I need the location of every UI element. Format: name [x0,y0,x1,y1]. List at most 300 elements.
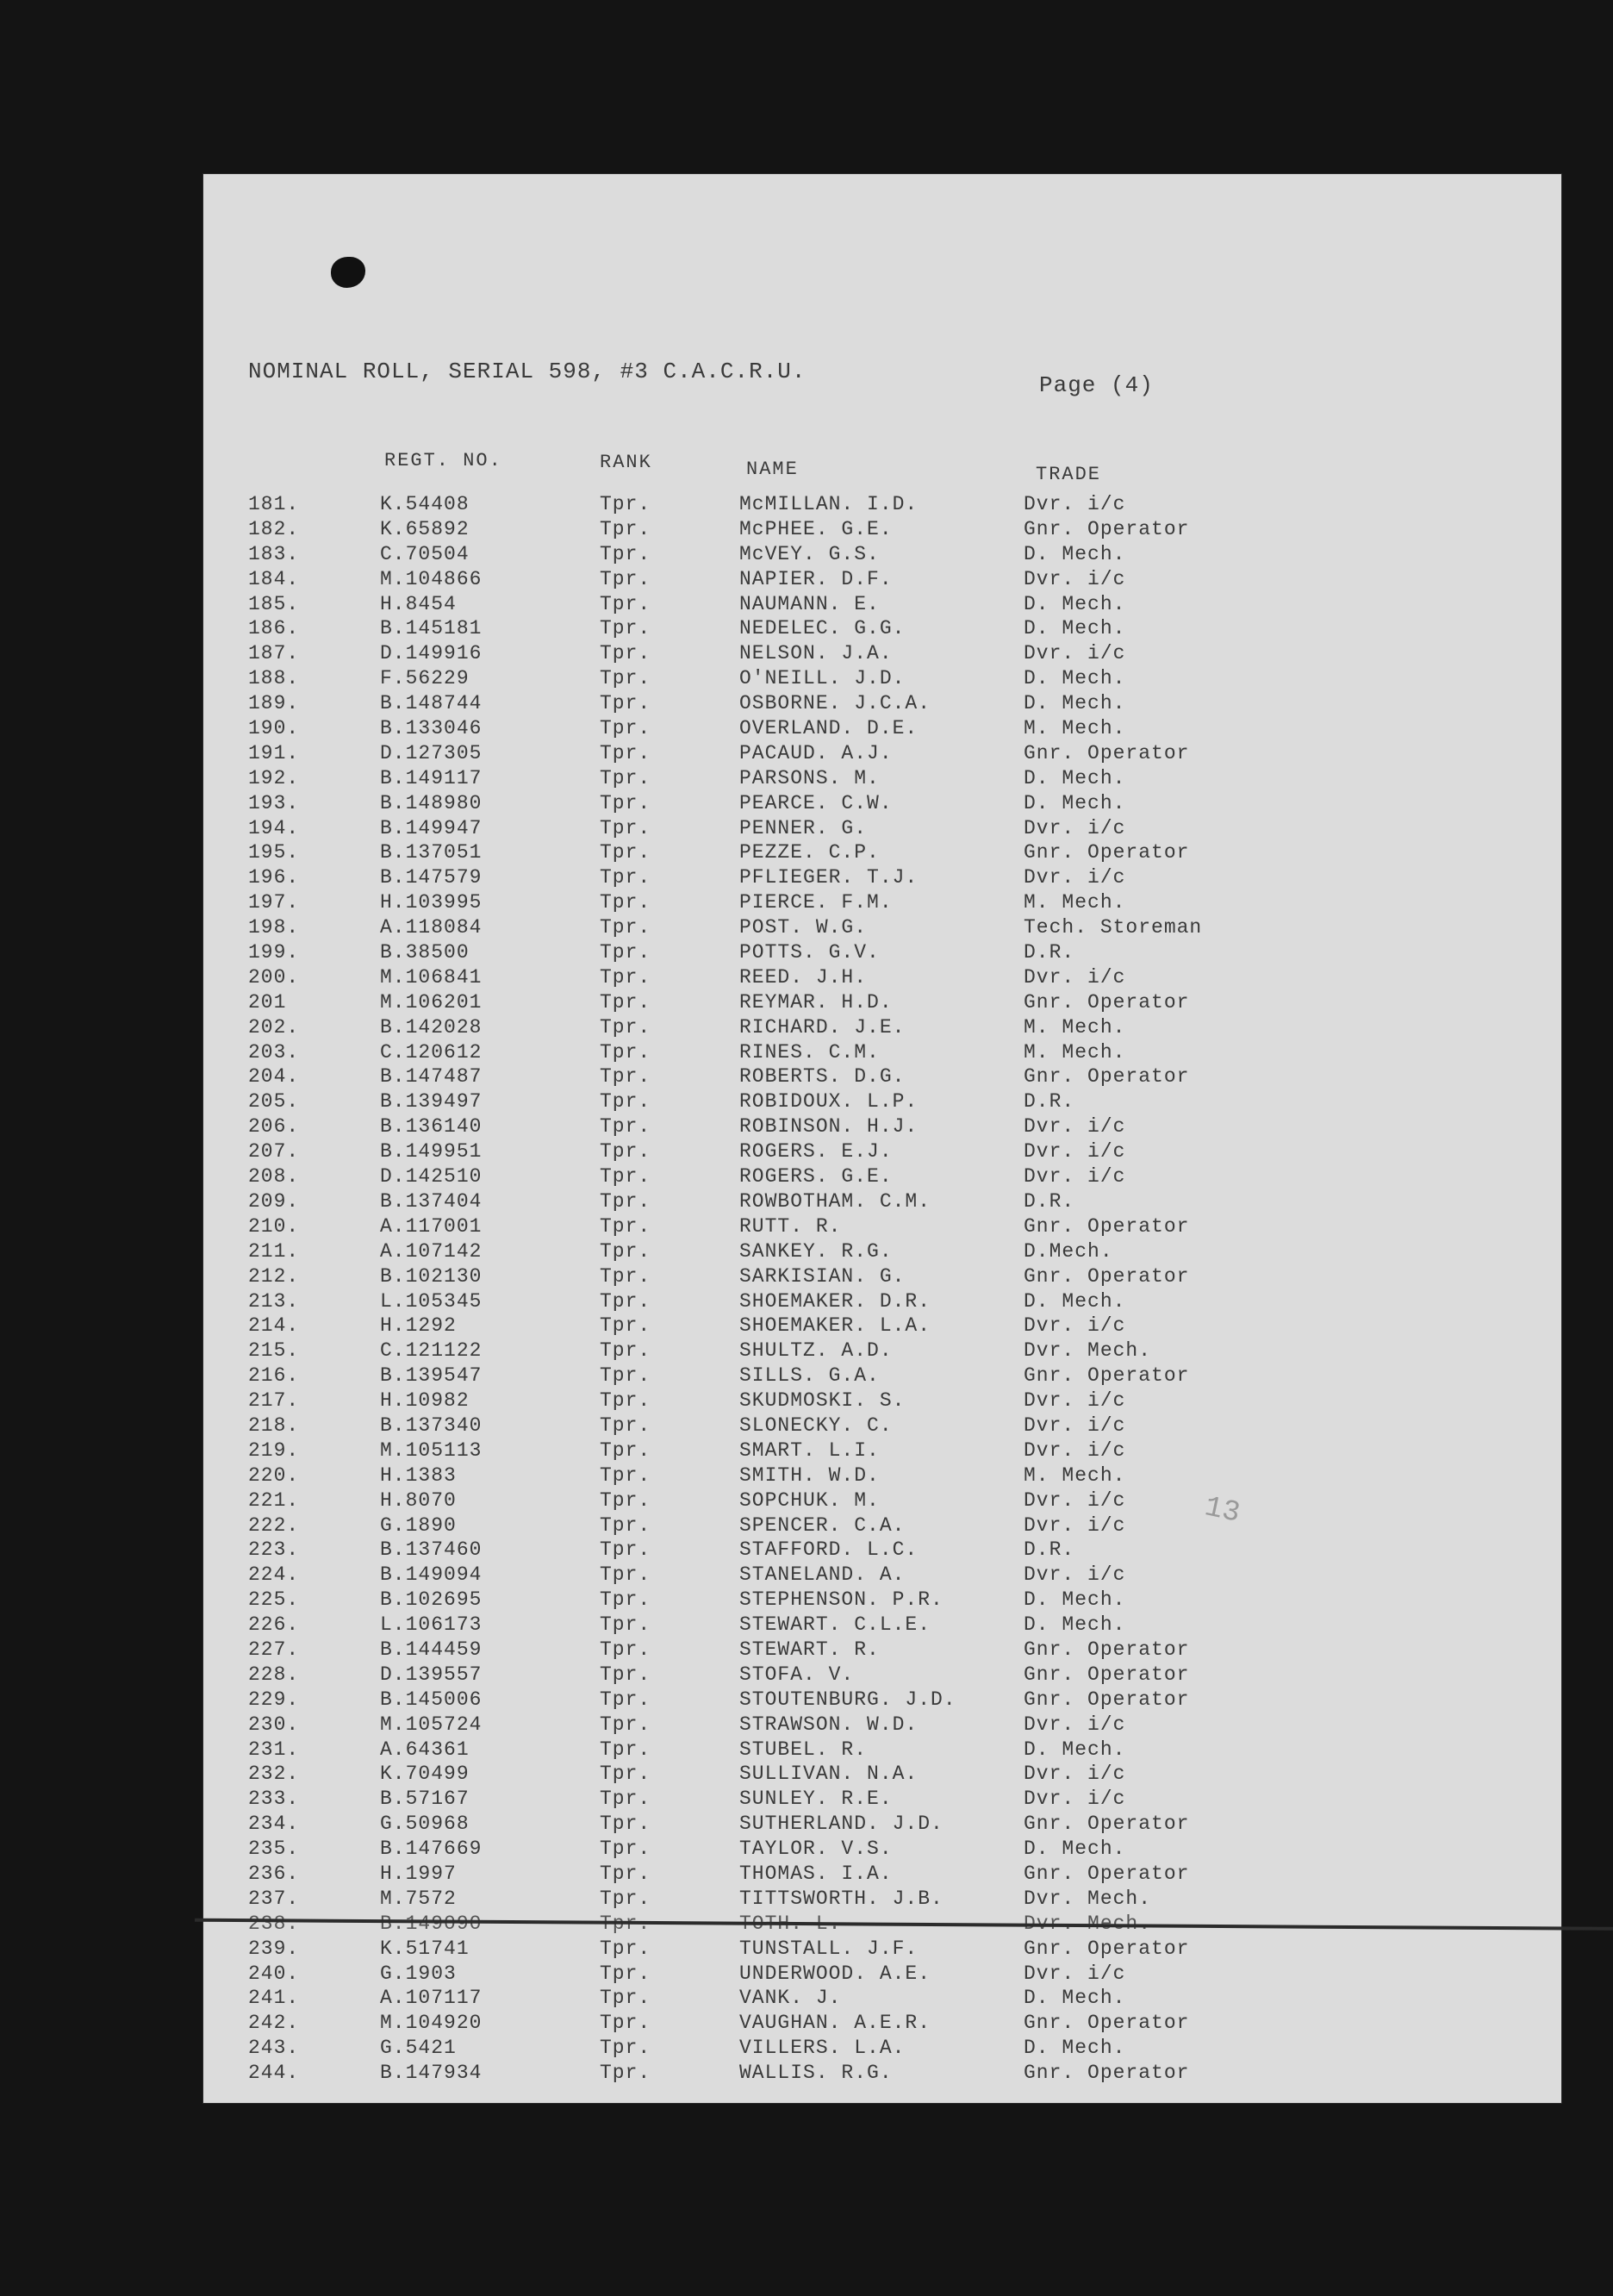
row-number: 230. [248,1713,300,1736]
table-row [203,1937,1561,1962]
name-cell: OSBORNE. J.C.A. [739,692,931,715]
row-number: 192. [248,766,300,789]
regt-no-cell: B.139497 [380,1090,483,1114]
trade-cell: Gnr. Operator [1024,990,1190,1014]
name-cell: SOPCHUK. M. [739,1488,880,1512]
table-row [203,1140,1561,1165]
punch-hole [331,257,365,288]
table-row [203,568,1561,593]
name-cell: ROWBOTHAM. C.M. [739,1189,931,1213]
table-row [203,667,1561,692]
name-cell: STEPHENSON. P.R. [739,1588,944,1612]
rank-cell: Tpr. [600,1738,651,1761]
regt-no-cell: B.147669 [380,1837,483,1861]
name-cell: THOMAS. I.A. [739,1862,893,1885]
table-row [203,1987,1561,2012]
rank-cell: Tpr. [600,941,651,964]
column-header-rank: RANK [600,452,652,473]
regt-no-cell: D.139557 [380,1663,483,1686]
table-row [203,493,1561,518]
trade-cell: Gnr. Operator [1024,1638,1190,1661]
row-number: 232. [248,1763,300,1786]
name-cell: STRAWSON. W.D. [739,1713,919,1736]
regt-no-cell: A.64361 [380,1738,470,1761]
row-number: 234. [248,1812,300,1836]
column-header-name: NAME [746,459,799,480]
regt-no-cell: B.149951 [380,1140,483,1164]
name-cell: SARKISIAN. G. [739,1264,906,1288]
table-row [203,1290,1561,1315]
document-title: NOMINAL ROLL, SERIAL 598, #3 C.A.C.R.U. [248,359,806,384]
trade-cell: Dvr. i/c [1024,642,1126,665]
regt-no-cell: K.65892 [380,517,470,540]
rank-cell: Tpr. [600,1688,651,1711]
regt-no-cell: B.144459 [380,1638,483,1661]
rank-cell: Tpr. [600,692,651,715]
table-row [203,1165,1561,1190]
regt-no-cell: B.102130 [380,1264,483,1288]
row-number: 187. [248,642,300,665]
trade-cell: Dvr. Mech. [1024,1339,1152,1363]
table-row [203,1563,1561,1588]
regt-no-cell: B.149947 [380,816,483,839]
rank-cell: Tpr. [600,990,651,1014]
name-cell: SLONECKY. C. [739,1413,893,1437]
name-cell: VANK. J. [739,1987,842,2010]
table-row [203,1240,1561,1265]
name-cell: PENNER. G. [739,816,868,839]
trade-cell: Dvr. i/c [1024,816,1126,839]
rank-cell: Tpr. [600,592,651,615]
regt-no-cell: B.145006 [380,1688,483,1711]
trade-cell: Gnr. Operator [1024,1862,1190,1885]
trade-cell: Gnr. Operator [1024,1937,1190,1960]
column-header-regt-no: REGT. NO. [384,450,502,471]
rank-cell: Tpr. [600,1165,651,1189]
trade-cell: D.R. [1024,1538,1075,1562]
table-row [203,1638,1561,1663]
table-row [203,916,1561,941]
row-number: 219. [248,1438,300,1462]
rank-cell: Tpr. [600,1090,651,1114]
regt-no-cell: H.103995 [380,891,483,914]
regt-no-cell: A.118084 [380,916,483,939]
regt-no-cell: C.121122 [380,1339,483,1363]
trade-cell: Dvr. i/c [1024,1788,1126,1811]
name-cell: PACAUD. A.J. [739,741,893,764]
trade-cell: Dvr. i/c [1024,493,1126,515]
rank-cell: Tpr. [600,1413,651,1437]
trade-cell: D. Mech. [1024,592,1126,615]
table-row [203,1364,1561,1389]
table-row [203,1887,1561,1912]
name-cell: ROBINSON. H.J. [739,1115,919,1139]
rank-cell: Tpr. [600,791,651,814]
row-number: 214. [248,1314,300,1338]
table-row [203,1065,1561,1090]
row-number: 244. [248,2062,300,2085]
regt-no-cell: M.105724 [380,1713,483,1736]
name-cell: NEDELEC. G.G. [739,617,906,640]
table-row [203,1538,1561,1563]
regt-no-cell: K.51741 [380,1937,470,1960]
row-number: 210. [248,1214,300,1238]
name-cell: PFLIEGER. T.J. [739,866,919,889]
table-row [203,1713,1561,1738]
regt-no-cell: H.1997 [380,1862,457,1885]
rank-cell: Tpr. [600,1962,651,1985]
row-number: 206. [248,1115,300,1139]
table-row [203,891,1561,916]
name-cell: NAPIER. D.F. [739,567,893,590]
rank-cell: Tpr. [600,1438,651,1462]
rank-cell: Tpr. [600,1015,651,1039]
row-number: 216. [248,1364,300,1388]
regt-no-cell: L.105345 [380,1289,483,1313]
name-cell: RINES. C.M. [739,1040,880,1064]
regt-no-cell: G.50968 [380,1812,470,1836]
regt-no-cell: F.56229 [380,667,470,690]
table-row [203,2062,1561,2087]
name-cell: SUNLEY. R.E. [739,1788,893,1811]
document-page [203,174,1561,2103]
name-cell: STEWART. C.L.E. [739,1613,931,1637]
name-cell: McVEY. G.S. [739,542,880,565]
rank-cell: Tpr. [600,493,651,515]
name-cell: POTTS. G.V. [739,941,880,964]
trade-cell: Dvr. i/c [1024,1314,1126,1338]
name-cell: UNDERWOOD. A.E. [739,1962,931,1985]
regt-no-cell: B.137460 [380,1538,483,1562]
row-number: 228. [248,1663,300,1686]
table-row [203,617,1561,642]
regt-no-cell: K.54408 [380,493,470,515]
row-number: 242. [248,2012,300,2035]
trade-cell: D. Mech. [1024,1613,1126,1637]
trade-cell: Dvr. i/c [1024,1438,1126,1462]
name-cell: PEZZE. C.P. [739,841,880,864]
table-row [203,866,1561,891]
table-row [203,642,1561,667]
name-cell: McMILLAN. I.D. [739,493,919,515]
row-number: 186. [248,617,300,640]
table-row [203,792,1561,817]
name-cell: RICHARD. J.E. [739,1015,906,1039]
regt-no-cell: M.104920 [380,2012,483,2035]
rank-cell: Tpr. [600,1239,651,1263]
trade-cell: Dvr. i/c [1024,1962,1126,1985]
row-number: 184. [248,567,300,590]
trade-cell: Gnr. Operator [1024,841,1190,864]
trade-cell: Dvr. i/c [1024,1389,1126,1413]
row-number: 183. [248,542,300,565]
rank-cell: Tpr. [600,1613,651,1637]
table-row [203,593,1561,618]
regt-no-cell: M.105113 [380,1438,483,1462]
trade-cell: Dvr. i/c [1024,1165,1126,1189]
trade-cell: M. Mech. [1024,717,1126,740]
name-cell: SUTHERLAND. J.D. [739,1812,944,1836]
table-row [203,1663,1561,1688]
row-number: 223. [248,1538,300,1562]
trade-cell: D.Mech. [1024,1239,1113,1263]
regt-no-cell: B.136140 [380,1115,483,1139]
row-number: 197. [248,891,300,914]
name-cell: STEWART. R. [739,1638,880,1661]
regt-no-cell: B.149090 [380,1912,483,1935]
rank-cell: Tpr. [600,1289,651,1313]
table-row [203,1862,1561,1887]
rank-cell: Tpr. [600,717,651,740]
rank-cell: Tpr. [600,766,651,789]
regt-no-cell: B.137051 [380,841,483,864]
row-number: 239. [248,1937,300,1960]
table-row [203,518,1561,543]
regt-no-cell: B.133046 [380,717,483,740]
row-number: 235. [248,1837,300,1861]
rank-cell: Tpr. [600,1713,651,1736]
rank-cell: Tpr. [600,1812,651,1836]
table-row [203,1588,1561,1613]
rank-cell: Tpr. [600,1214,651,1238]
name-cell: STOFA. V. [739,1663,855,1686]
row-number: 217. [248,1389,300,1413]
trade-cell: D. Mech. [1024,1588,1126,1612]
row-number: 233. [248,1788,300,1811]
rank-cell: Tpr. [600,1339,651,1363]
rank-cell: Tpr. [600,1189,651,1213]
table-row [203,941,1561,966]
table-row [203,543,1561,568]
name-cell: STAFFORD. L.C. [739,1538,919,1562]
column-header-trade: TRADE [1036,464,1102,485]
rank-cell: Tpr. [600,2037,651,2060]
table-row [203,966,1561,991]
name-cell: ROBERTS. D.G. [739,1065,906,1089]
table-row [203,991,1561,1016]
row-number: 199. [248,941,300,964]
name-cell: NELSON. J.A. [739,642,893,665]
regt-no-cell: M.106841 [380,965,483,989]
regt-no-cell: G.5421 [380,2037,457,2060]
regt-no-cell: B.139547 [380,1364,483,1388]
row-number: 207. [248,1140,300,1164]
regt-no-cell: B.149094 [380,1563,483,1587]
row-number: 196. [248,866,300,889]
rank-cell: Tpr. [600,1115,651,1139]
trade-cell: D. Mech. [1024,542,1126,565]
trade-cell: Dvr. Mech. [1024,1887,1152,1910]
table-row [203,817,1561,842]
trade-cell: D.R. [1024,1090,1075,1114]
trade-cell: Gnr. Operator [1024,1364,1190,1388]
table-row [203,1215,1561,1240]
row-number: 231. [248,1738,300,1761]
regt-no-cell: H.1292 [380,1314,457,1338]
page-number: Page (4) [1039,372,1154,398]
row-number: 203. [248,1040,300,1064]
regt-no-cell: B.57167 [380,1788,470,1811]
row-number: 229. [248,1688,300,1711]
rank-cell: Tpr. [600,741,651,764]
table-row [203,742,1561,767]
regt-no-cell: D.142510 [380,1165,483,1189]
name-cell: REYMAR. H.D. [739,990,893,1014]
row-number: 211. [248,1239,300,1263]
name-cell: STOUTENBURG. J.D. [739,1688,956,1711]
rank-cell: Tpr. [600,1937,651,1960]
name-cell: ROGERS. G.E. [739,1165,893,1189]
trade-cell: Dvr. i/c [1024,1513,1126,1537]
rank-cell: Tpr. [600,1389,651,1413]
trade-cell: M. Mech. [1024,1015,1126,1039]
regt-no-cell: C.120612 [380,1040,483,1064]
rank-cell: Tpr. [600,2012,651,2035]
rank-cell: Tpr. [600,2062,651,2085]
name-cell: PARSONS. M. [739,766,880,789]
trade-cell: Dvr. i/c [1024,1115,1126,1139]
table-row [203,1339,1561,1364]
table-row [203,1489,1561,1514]
rank-cell: Tpr. [600,1862,651,1885]
table-row [203,1314,1561,1339]
regt-no-cell: B.102695 [380,1588,483,1612]
name-cell: O'NEILL. J.D. [739,667,906,690]
rank-cell: Tpr. [600,567,651,590]
table-row [203,2012,1561,2037]
trade-cell: Gnr. Operator [1024,1214,1190,1238]
trade-cell: Dvr. i/c [1024,1713,1126,1736]
table-row [203,1115,1561,1140]
trade-cell: D. Mech. [1024,667,1126,690]
name-cell: TUNSTALL. J.F. [739,1937,919,1960]
row-number: 238. [248,1912,300,1935]
name-cell: SANKEY. R.G. [739,1239,893,1263]
rank-cell: Tpr. [600,1264,651,1288]
rank-cell: Tpr. [600,1837,651,1861]
name-cell: PEARCE. C.W. [739,791,893,814]
name-cell: SULLIVAN. N.A. [739,1763,919,1786]
trade-cell: Dvr. i/c [1024,866,1126,889]
rank-cell: Tpr. [600,1987,651,2010]
rank-cell: Tpr. [600,965,651,989]
row-number: 193. [248,791,300,814]
rank-cell: Tpr. [600,1788,651,1811]
rank-cell: Tpr. [600,1563,651,1587]
row-number: 243. [248,2037,300,2060]
regt-no-cell: M.104866 [380,567,483,590]
rank-cell: Tpr. [600,891,651,914]
roll-table [203,493,1561,2087]
trade-cell: Gnr. Operator [1024,1065,1190,1089]
rank-cell: Tpr. [600,1663,651,1686]
table-row [203,1190,1561,1215]
rank-cell: Tpr. [600,517,651,540]
regt-no-cell: M.7572 [380,1887,457,1910]
name-cell: SMITH. W.D. [739,1463,880,1487]
rank-cell: Tpr. [600,1763,651,1786]
trade-cell: Dvr. i/c [1024,1140,1126,1164]
trade-cell: D.R. [1024,941,1075,964]
row-number: 202. [248,1015,300,1039]
table-row [203,692,1561,717]
table-row [203,1962,1561,1987]
trade-cell: Tech. Storeman [1024,916,1203,939]
trade-cell: Dvr. i/c [1024,1413,1126,1437]
regt-no-cell: M.106201 [380,990,483,1014]
name-cell: PIERCE. F.M. [739,891,893,914]
trade-cell: D. Mech. [1024,766,1126,789]
row-number: 200. [248,965,300,989]
table-row [203,1613,1561,1638]
rank-cell: Tpr. [600,866,651,889]
rank-cell: Tpr. [600,1364,651,1388]
regt-no-cell: H.10982 [380,1389,470,1413]
name-cell: TITTSWORTH. J.B. [739,1887,944,1910]
name-cell: SHULTZ. A.D. [739,1339,893,1363]
table-row [203,1514,1561,1539]
row-number: 236. [248,1862,300,1885]
row-number: 213. [248,1289,300,1313]
table-row [203,1812,1561,1837]
trade-cell: Gnr. Operator [1024,1688,1190,1711]
name-cell: NAUMANN. E. [739,592,880,615]
row-number: 195. [248,841,300,864]
row-number: 224. [248,1563,300,1587]
trade-cell: M. Mech. [1024,1463,1126,1487]
row-number: 191. [248,741,300,764]
table-row [203,717,1561,742]
name-cell: ROBIDOUX. L.P. [739,1090,919,1114]
rank-cell: Tpr. [600,667,651,690]
table-row [203,1265,1561,1290]
rank-cell: Tpr. [600,1040,651,1064]
rank-cell: Tpr. [600,1140,651,1164]
regt-no-cell: G.1903 [380,1962,457,1985]
name-cell: STANELAND. A. [739,1563,906,1587]
table-row [203,1090,1561,1115]
trade-cell: D. Mech. [1024,1987,1126,2010]
rank-cell: Tpr. [600,542,651,565]
name-cell: STUBEL. R. [739,1738,868,1761]
regt-no-cell: B.147934 [380,2062,483,2085]
table-row [203,1439,1561,1464]
row-number: 188. [248,667,300,690]
row-number: 240. [248,1962,300,1985]
rank-cell: Tpr. [600,1463,651,1487]
row-number: 194. [248,816,300,839]
trade-cell: D. Mech. [1024,1837,1126,1861]
table-row [203,1763,1561,1788]
regt-no-cell: L.106173 [380,1613,483,1637]
regt-no-cell: A.107117 [380,1987,483,2010]
trade-cell: D. Mech. [1024,1738,1126,1761]
regt-no-cell: B.142028 [380,1015,483,1039]
regt-no-cell: C.70504 [380,542,470,565]
table-row [203,1464,1561,1489]
trade-cell: Gnr. Operator [1024,2062,1190,2085]
row-number: 209. [248,1189,300,1213]
trade-cell: Gnr. Operator [1024,2012,1190,2035]
trade-cell: Dvr. i/c [1024,1563,1126,1587]
regt-no-cell: B.149117 [380,766,483,789]
regt-no-cell: B.137340 [380,1413,483,1437]
rank-cell: Tpr. [600,1488,651,1512]
trade-cell: Gnr. Operator [1024,1264,1190,1288]
regt-no-cell: H.8070 [380,1488,457,1512]
row-number: 222. [248,1513,300,1537]
regt-no-cell: B.147579 [380,866,483,889]
